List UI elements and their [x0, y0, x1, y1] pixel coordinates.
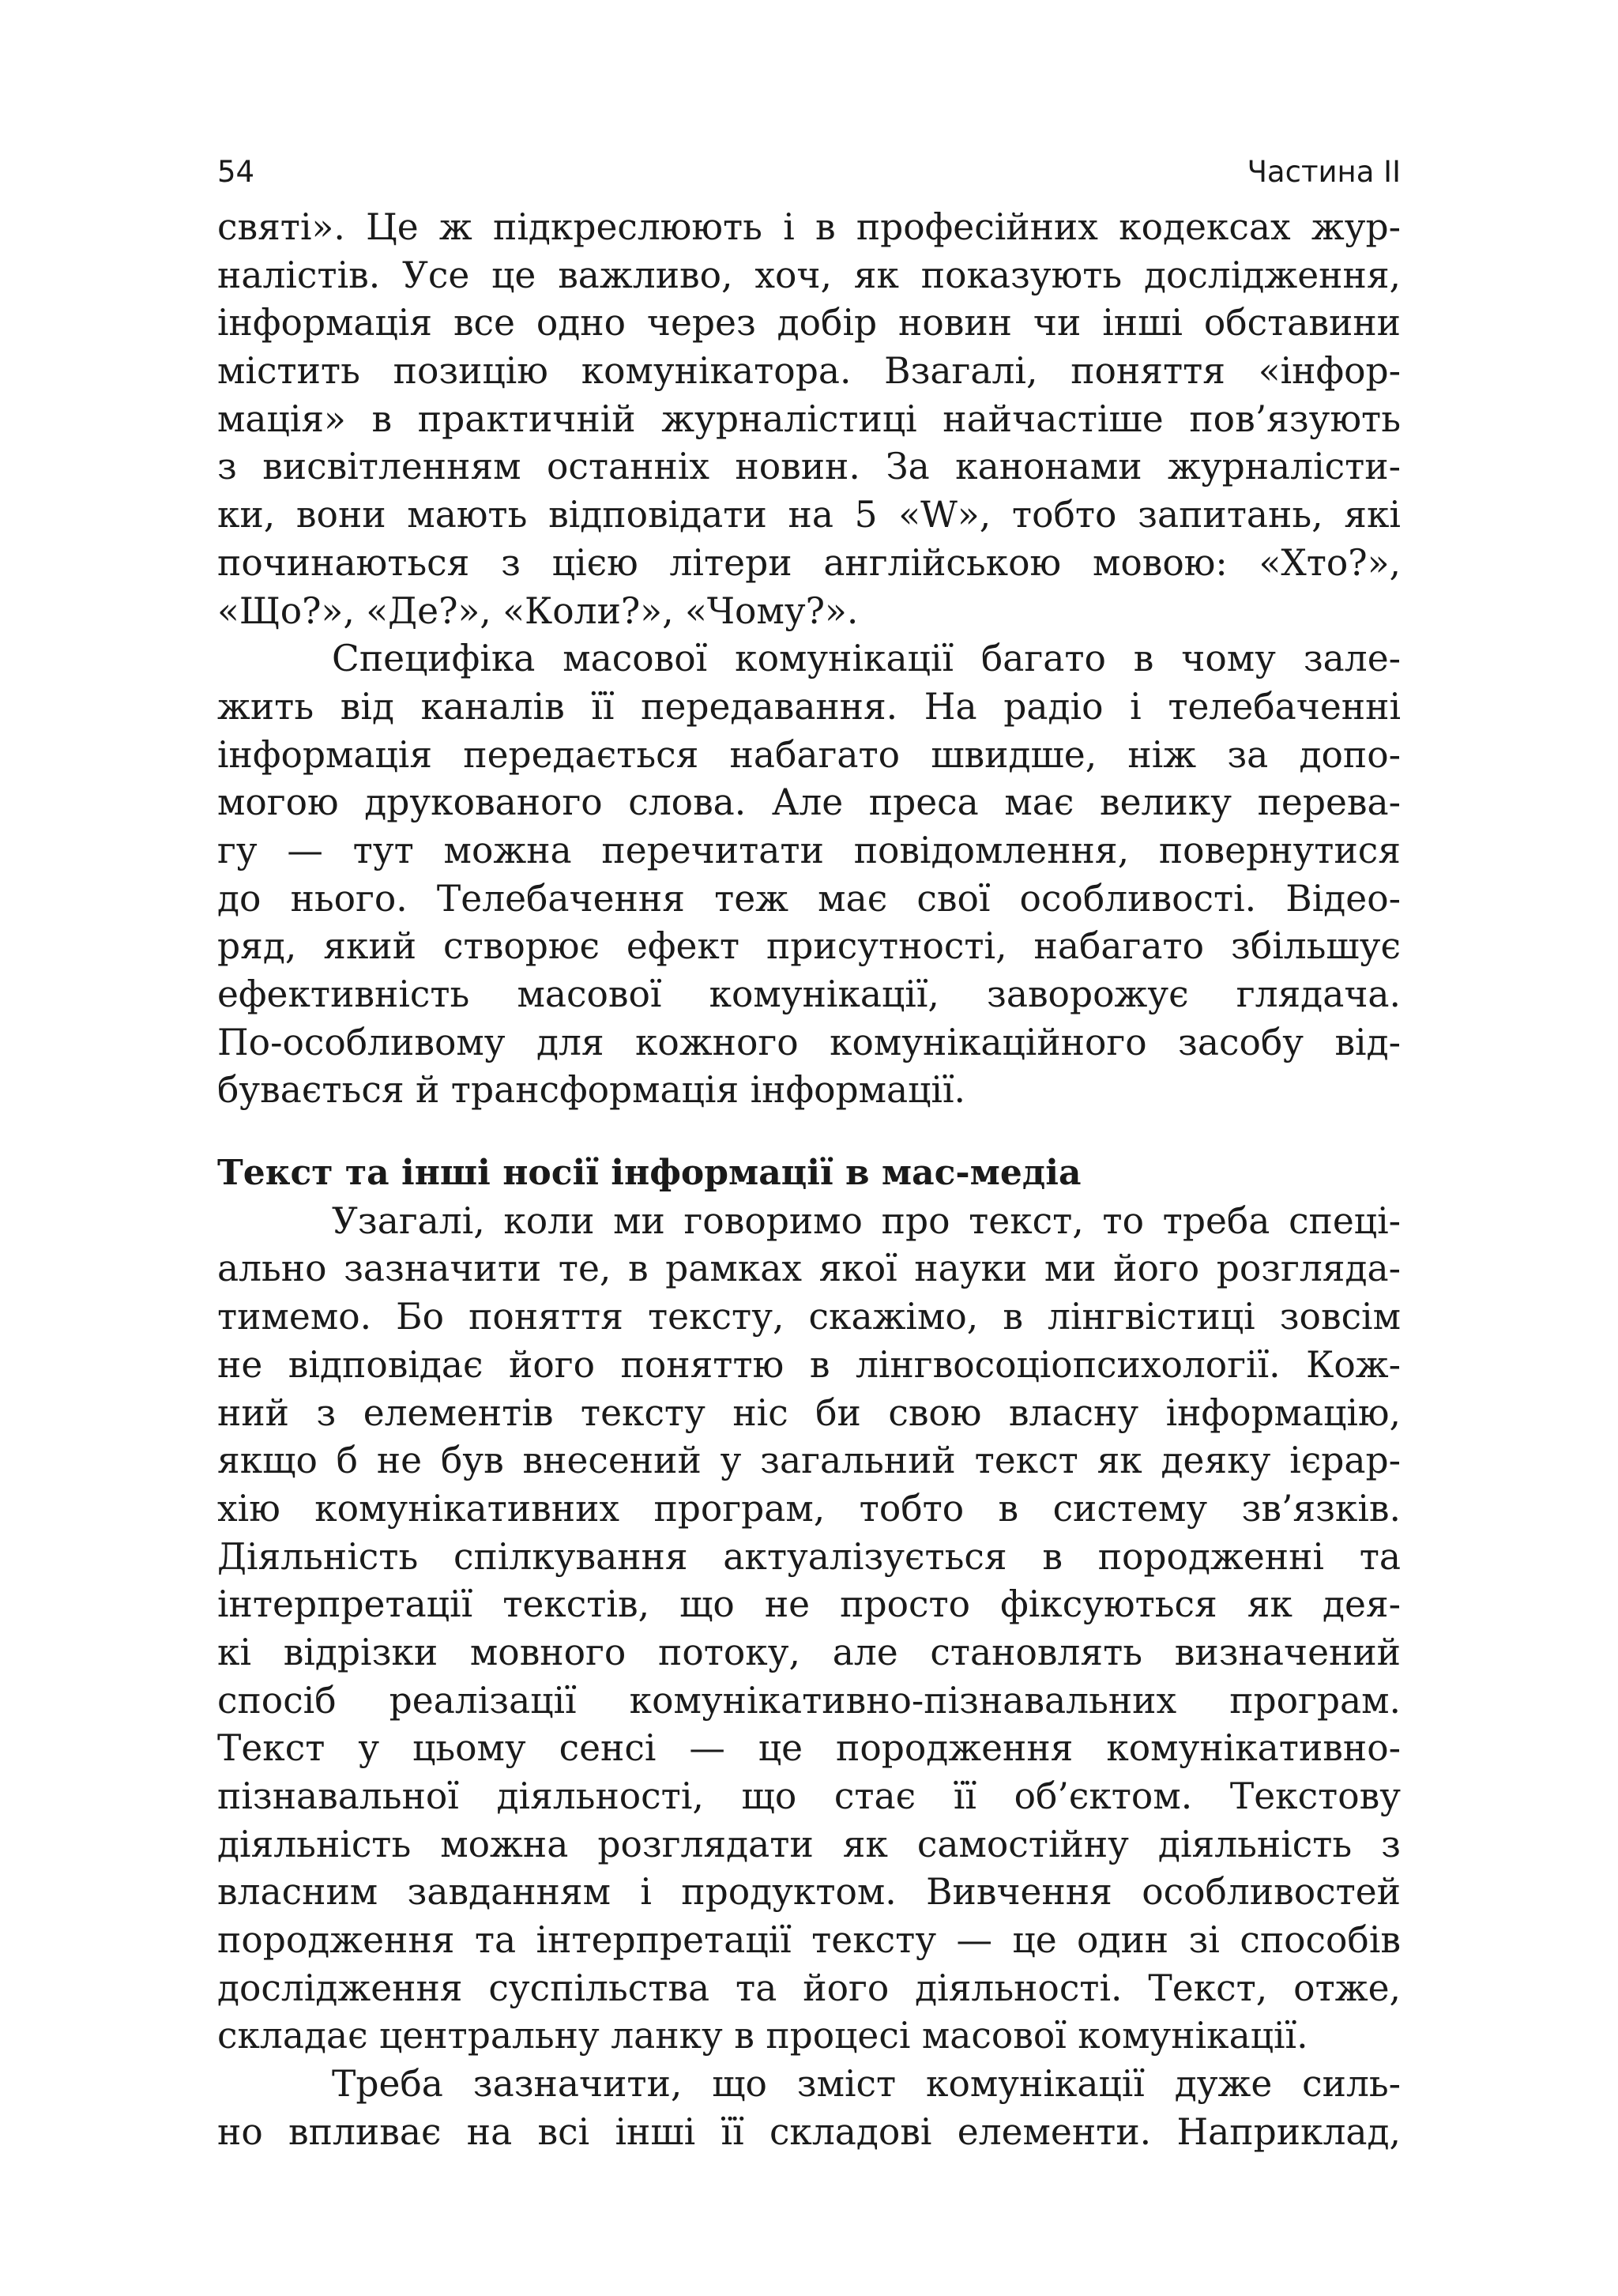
text-line: Треба зазначити, що зміст комунікації дуже силь- — [332, 2063, 1401, 2106]
text-line: ки, вони мають відповідати на 5 «W», тобто запитань, які — [217, 494, 1401, 536]
part-label: Частина ІІ — [1247, 155, 1401, 189]
text-line: По-особливому для кожного комунікаційного засобу від- — [217, 1021, 1401, 1063]
text-line: могою друкованого слова. Але преса має велику перева- — [217, 781, 1401, 824]
text-line: ряд, який створює ефект присутності, набагато збільшує — [217, 925, 1401, 968]
text-line: жить від каналів її передавання. На радіо і телебаченні — [217, 685, 1401, 728]
text-line: до нього. Телебачення теж має свої особливості. Відео- — [217, 877, 1401, 920]
paragraph-2 — [217, 635, 1401, 1115]
paragraph-1 — [217, 204, 1401, 635]
section-heading: Текст та інші носії інформації в мас-медіа — [217, 1153, 1082, 1194]
text-line: Текст у цьому сенсі — це породження комунікативно- — [217, 1727, 1401, 1770]
paragraph-3 — [217, 1198, 1401, 2061]
text-line: кі відрізки мовного потоку, але становлять визначений — [217, 1631, 1401, 1673]
text-line: ально зазначити те, в рамках якої науки ми його розгляда- — [217, 1248, 1401, 1290]
text-line: містить позицію комунікатора. Взагалі, поняття «інфор- — [217, 350, 1401, 393]
text-line: ефективність масової комунікації, заворожує глядача. — [217, 973, 1401, 1015]
page-number: 54 — [217, 155, 255, 189]
text-line: дослідження суспільства та його діяльності. Текст, отже, — [217, 1967, 1401, 2009]
text-line: спосіб реалізації комунікативно-пізнавальних програм. — [217, 1679, 1401, 1722]
text-line: мація» в практичній журналістиці найчастіше пов’язують — [217, 397, 1401, 440]
text-line: хію комунікативних програм, тобто в систему зв’язків. — [217, 1487, 1401, 1530]
text-line: починаються з цією літери англійською мовою: «Хто?», — [217, 541, 1401, 584]
text-line: діяльність можна розглядати як самостійну діяльність з — [217, 1823, 1401, 1865]
text-line: якщо б не був внесений у загальний текст як деяку ієрар- — [217, 1440, 1401, 1482]
text-line: но впливає на всі інші її складові елементи. Наприклад, — [217, 2110, 1401, 2153]
text-line: налістів. Усе це важливо, хоч, як показують дослідження, — [217, 254, 1401, 296]
running-header — [217, 149, 1401, 196]
text-line: ний з елементів тексту ніс би свою власну інформацію, — [217, 1391, 1401, 1434]
text-line: пізнавальної діяльності, що стає її об’єктом. Текстову — [217, 1775, 1401, 1817]
text-line: святі». Це ж підкреслюють і в професійних кодексах жур- — [217, 206, 1401, 248]
section-gap — [217, 1115, 1401, 1150]
text-line: Специфіка масової комунікації багато в чому зале- — [332, 638, 1401, 680]
text-line: бувається й трансформація інформації. — [217, 1069, 965, 1112]
text-line: з висвітленням останніх новин. За канонами журналісти- — [217, 446, 1401, 488]
text-line: гу — тут можна перечитати повідомлення, повернутися — [217, 829, 1401, 871]
text-line: породження та інтерпретації тексту — це один зі способів — [217, 1919, 1401, 1962]
text-line: складає центральну ланку в процесі масової комунікації. — [217, 2015, 1308, 2057]
paragraph-4 — [217, 2061, 1401, 2156]
text-line: Узагалі, коли ми говоримо про текст, то треба спеці- — [332, 1199, 1401, 1242]
body-text — [217, 204, 1401, 2157]
text-line: не відповідає його поняттю в лінгвосоціопсихології. Кож- — [217, 1343, 1401, 1386]
text-line: тимемо. Бо поняття тексту, скажімо, в лінгвістиці зовсім — [217, 1296, 1401, 1338]
text-line: інформація передається набагато швидше, ніж за допо- — [217, 733, 1401, 776]
text-line: власним завданням і продуктом. Вивчення особливостей — [217, 1871, 1401, 1914]
text-line: «Що?», «Де?», «Коли?», «Чому?». — [217, 589, 859, 632]
text-line: інтерпретації текстів, що не просто фіксуються як дея- — [217, 1583, 1401, 1626]
text-line: інформація все одно через добір новин чи інші обставини — [217, 302, 1401, 344]
text-line: Діяльність спілкування актуалізується в породженні та — [217, 1535, 1401, 1578]
